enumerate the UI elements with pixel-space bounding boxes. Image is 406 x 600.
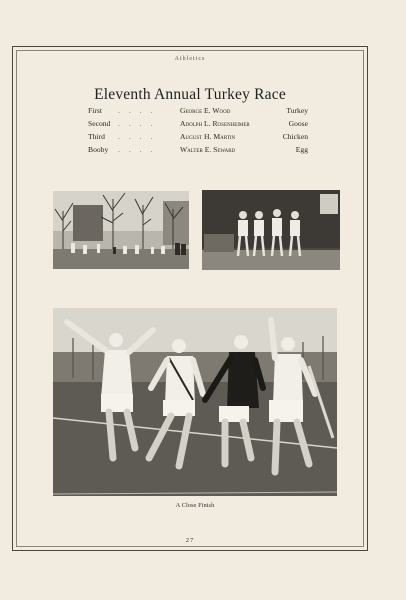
running-head: Athletics [174, 56, 206, 62]
result-row [88, 106, 308, 119]
results-list [88, 106, 308, 158]
leader-dots: .... [118, 119, 162, 128]
result-row [88, 132, 308, 145]
leader-dots: .... [118, 106, 162, 115]
result-place: Second [88, 119, 111, 128]
result-name: August H. Martin [180, 132, 236, 141]
result-prize: Egg [295, 145, 308, 154]
runners-group-photo [202, 190, 340, 270]
leader-dots: .... [118, 132, 162, 141]
result-row [88, 145, 308, 158]
result-place: Booby [88, 145, 109, 154]
result-place: First [88, 106, 102, 115]
page-number: 27 [185, 537, 195, 544]
result-prize: Turkey [286, 106, 308, 115]
result-name: Adolph L. Rosenheimer [180, 119, 250, 128]
race-start-photo [53, 191, 189, 269]
result-place: Third [88, 132, 105, 141]
page-title: Eleventh Annual Turkey Race [94, 86, 286, 103]
result-name: George E. Wood [180, 106, 231, 115]
result-prize: Chicken [282, 132, 308, 141]
leader-dots: .... [118, 145, 162, 154]
result-prize: Goose [288, 119, 308, 128]
close-finish-photo [53, 308, 337, 496]
result-row [88, 119, 308, 132]
result-name: Walter E. Seward [180, 145, 236, 154]
photo-caption: A Close Finish [175, 502, 215, 509]
